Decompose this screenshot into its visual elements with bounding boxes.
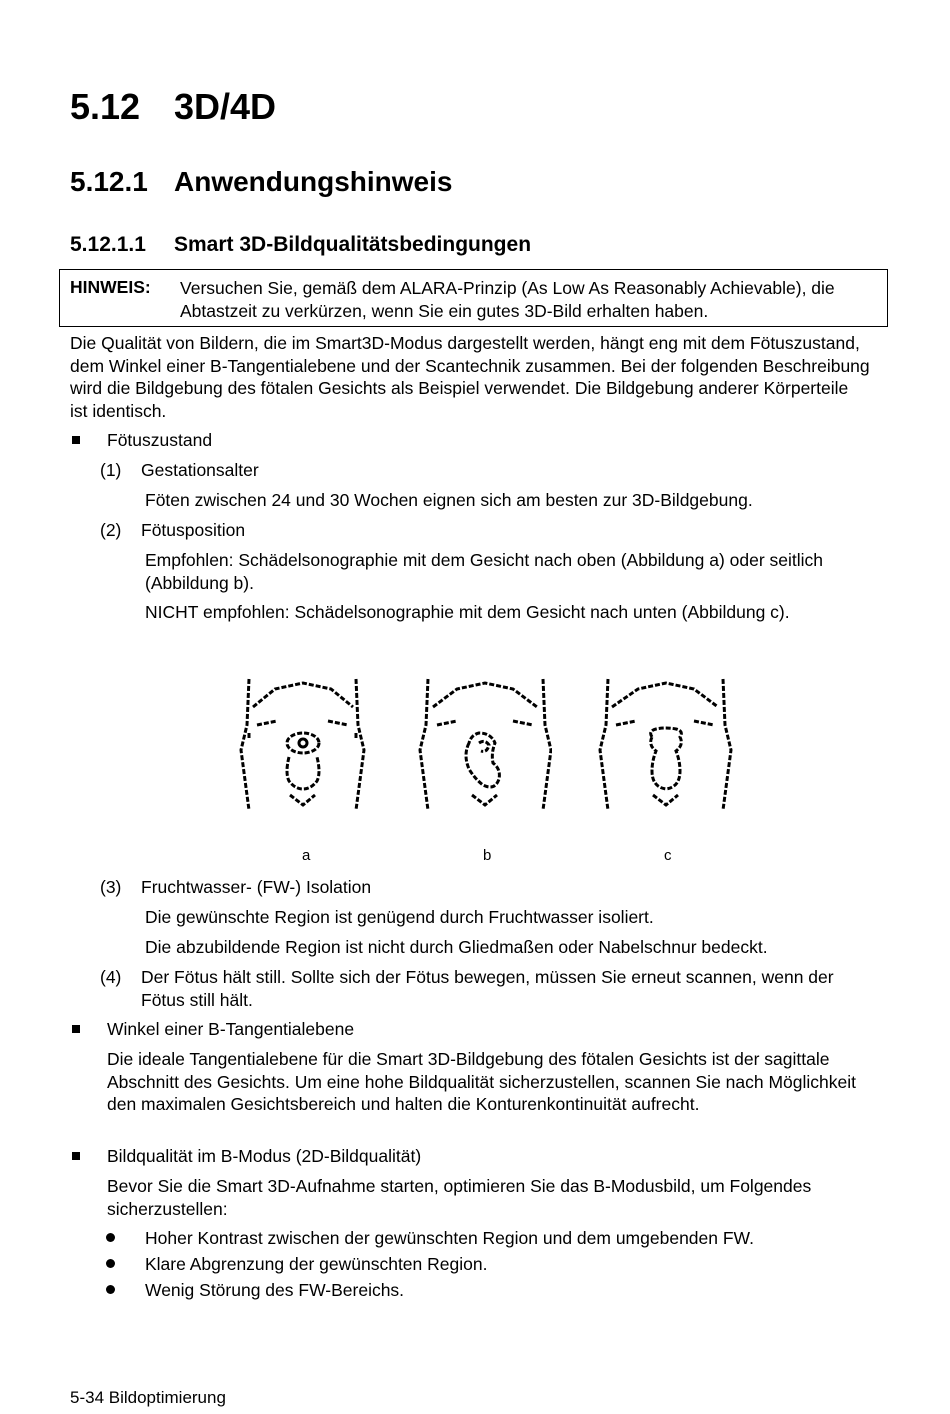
figure-a-illustration [235,675,370,820]
note-text: Versuchen Sie, gemäß dem ALARA-Prinzip (As Low As Reasonably Achievable), die Abtastzeit zu verkürzen, wenn Sie ein gutes 3D-Bild erhalten haben. [180,278,835,321]
heading-3-title: Smart 3D-Bildqualitätsbedingungen [174,233,532,256]
intro-paragraph: Die Qualität von Bildern, die im Smart3D-Modus dargestellt werden, hängt eng mit dem Fötuszustand, dem Winkel einer B-Tangentialebene und der Scantechnik zusammen. Bei der folgenden Beschreibung wird die Bildgebung des fötalen Gesichts als Beispiel verwendet. Die Bildgebung anderer Körperteile ist identisch. [70,333,870,421]
section-fetus-title: Fötuszustand [107,430,213,450]
square-bullet-icon [72,436,80,444]
figure-caption-b: b [483,847,492,864]
item-3-title: Fruchtwasser- (FW-) Isolation [141,877,372,897]
page-footer: 5-34 Bildoptimierung [70,1388,226,1407]
item-2-number: (2) [100,520,122,540]
section-bmode-title: Bildqualität im B-Modus (2D-Bildqualität) [107,1146,422,1166]
square-bullet-icon [72,1025,80,1033]
item-1-title: Gestationsalter [141,460,259,480]
item-3-text-2: Die abzubildende Region ist nicht durch Gliedmaßen oder Nabelschnur bedeckt. [145,937,768,957]
heading-1 [70,86,276,128]
heading-1-title: 3D/4D [174,86,277,127]
figure-caption-a: a [302,847,311,864]
item-3-text-1: Die gewünschte Region ist genügend durch Fruchtwasser isoliert. [145,907,654,927]
round-bullet-icon [106,1285,115,1294]
item-2-text-1: Empfohlen: Schädelsonographie mit dem Gesicht nach oben (Abbildung a) oder seitlich (Abbildung b). [145,550,824,593]
item-2-text-2: NICHT empfohlen: Schädelsonographie mit dem Gesicht nach unten (Abbildung c). [145,602,790,622]
item-1-number: (1) [100,460,122,480]
item-4-number: (4) [100,967,122,987]
bmode-bullet-1: Hoher Kontrast zwischen der gewünschten Region und dem umgebenden FW. [145,1228,754,1248]
heading-3 [70,233,531,257]
square-bullet-icon [72,1152,80,1160]
item-2-title: Fötusposition [141,520,246,540]
heading-2-title: Anwendungshinweis [174,166,453,197]
figure-c-illustration [598,675,733,820]
round-bullet-icon [106,1233,115,1242]
note-label: HINWEIS: [70,277,151,297]
figure-b-illustration [417,675,552,820]
bmode-bullet-2: Klare Abgrenzung der gewünschten Region. [145,1254,488,1274]
figure-caption-c: c [664,847,672,864]
section-angle-text: Die ideale Tangentialebene für die Smart 3D-Bildgebung des fötalen Gesichts ist der sagittale Abschnitt des Gesichts. Um eine hohe Bildqualität sicherzustellen, scannen Sie nach Möglichkeit den maximalen Gesichtsbereich und halten die Konturenkontinuität aufrecht. [107,1049,857,1114]
round-bullet-icon [106,1259,115,1268]
item-4-text: Der Fötus hält still. Sollte sich der Fötus bewegen, müssen Sie erneut scannen, wenn der Fötus still hält. [141,967,834,1010]
bmode-bullet-3: Wenig Störung des FW-Bereichs. [145,1280,405,1300]
heading-1-number: 5.12 [70,86,141,127]
heading-3-number: 5.12.1.1 [70,233,146,256]
item-3-number: (3) [100,877,122,897]
section-bmode-text: Bevor Sie die Smart 3D-Aufnahme starten, optimieren Sie das B-Modusbild, um Folgendes sicherzustellen: [107,1176,812,1219]
section-angle-title: Winkel einer B-Tangentialebene [107,1019,355,1039]
item-1-text: Föten zwischen 24 und 30 Wochen eignen sich am besten zur 3D-Bildgebung. [145,490,753,510]
heading-2 [70,166,452,198]
heading-2-number: 5.12.1 [70,166,148,197]
